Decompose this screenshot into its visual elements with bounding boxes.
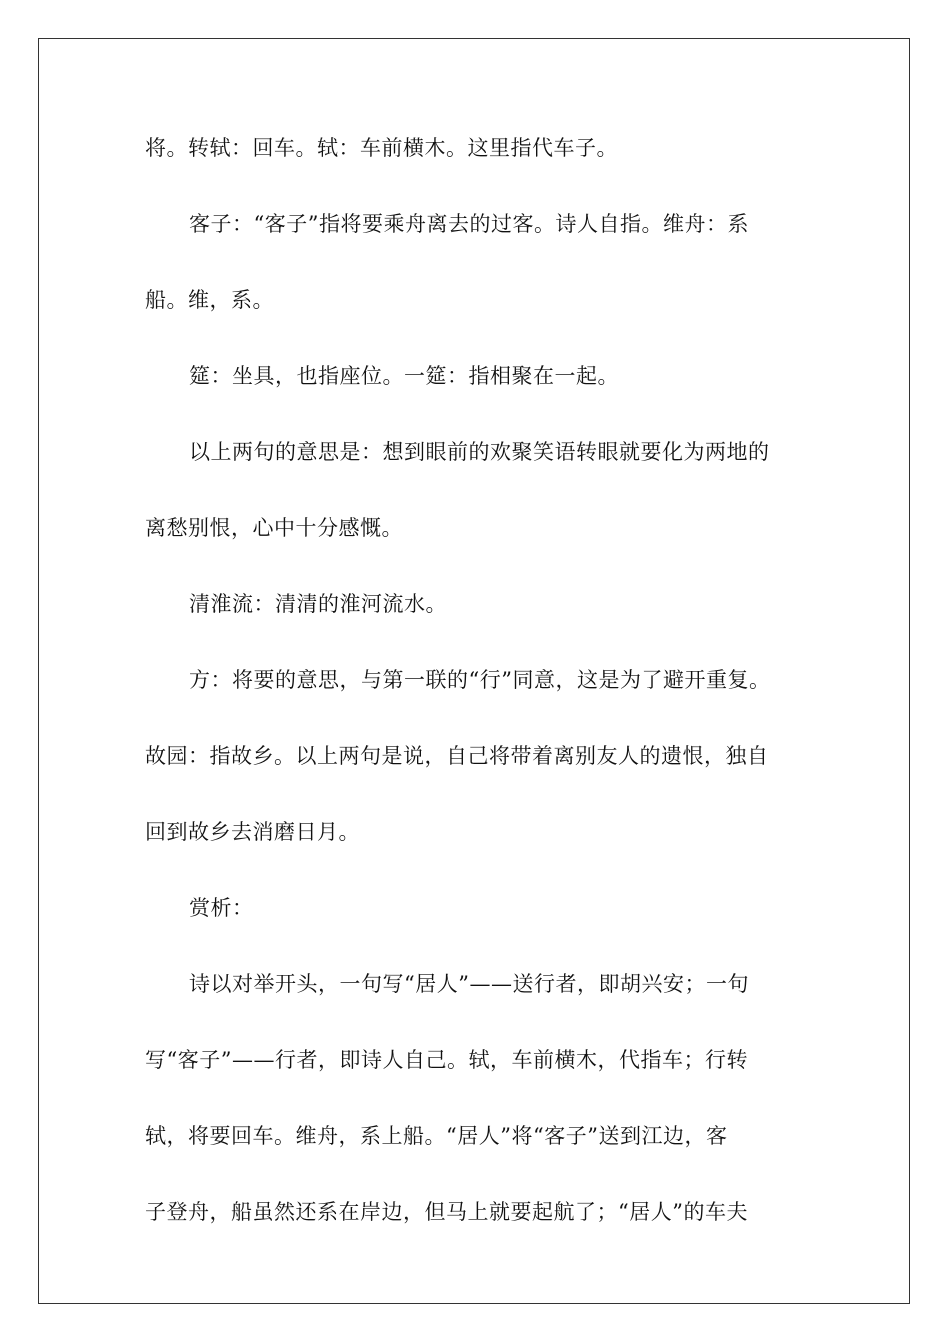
- text-line: 将。转轼：回车。轼：车前横木。这里指代车子。: [145, 136, 618, 160]
- text-line: 筵：坐具，也指座位。一筵：指相聚在一起。: [189, 364, 619, 388]
- text-line: 清淮流：清清的淮河流水。: [189, 592, 447, 616]
- text-line: 船。维，系。: [145, 288, 274, 312]
- text-line: 诗以对举开头，一句写“居人”——送行者，即胡兴安；一句: [189, 972, 749, 996]
- text-line: 以上两句的意思是：想到眼前的欢聚笑语转眼就要化为两地的: [189, 440, 770, 464]
- section-heading: 赏析：: [189, 896, 254, 920]
- text-line: 故园：指故乡。以上两句是说，自己将带着离别友人的遗恨，独自: [145, 744, 769, 768]
- text-line: 回到故乡去消磨日月。: [145, 820, 360, 844]
- text-line: 离愁别恨，心中十分感慨。: [145, 516, 403, 540]
- text-line: 子登舟，船虽然还系在岸边，但马上就要起航了；“居人”的车夫: [145, 1200, 748, 1224]
- text-line: 方：将要的意思，与第一联的“行”同意，这是为了避开重复。: [189, 668, 771, 692]
- text-line: 写“客子”——行者，即诗人自己。轼，车前横木，代指车；行转: [145, 1048, 748, 1072]
- text-line: 轼，将要回车。维舟，系上船。“居人”将“客子”送到江边，客: [145, 1124, 728, 1148]
- text-line: 客子：“客子”指将要乘舟离去的过客。诗人自指。维舟：系: [189, 212, 749, 236]
